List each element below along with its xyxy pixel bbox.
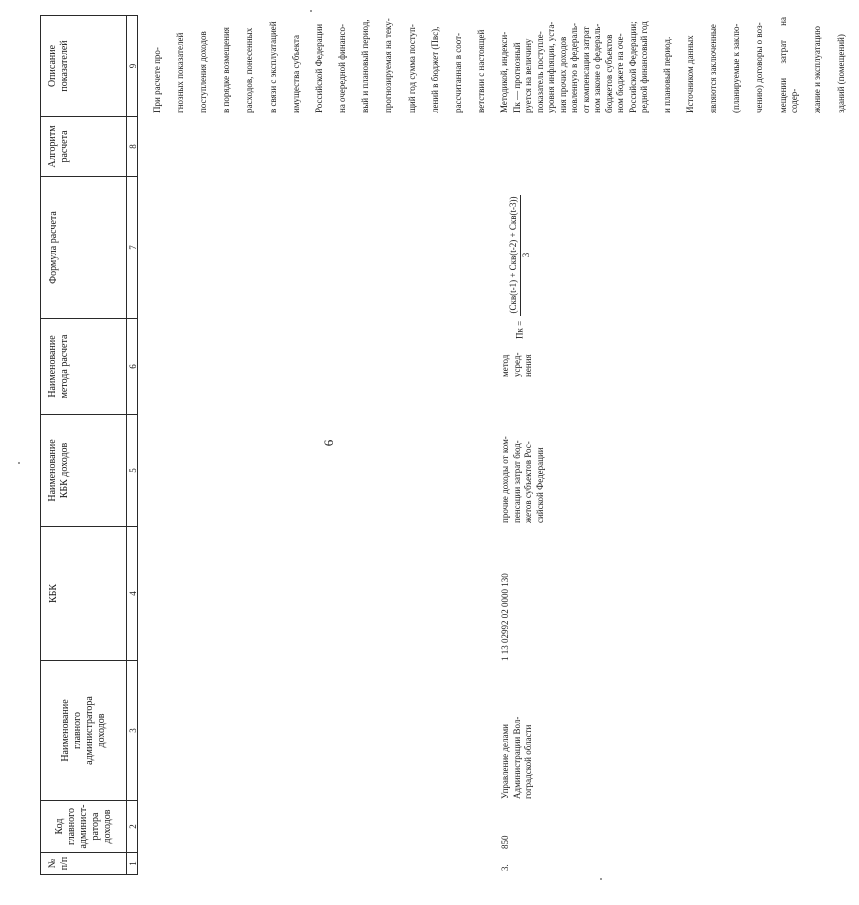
description-line: щий год сумма поступ- xyxy=(406,24,417,113)
description-line: (планируемые к заклю- xyxy=(731,23,742,113)
row3-kbk: 1 13 02992 02 0000 130 xyxy=(500,573,510,661)
formula-lhs: Пк = xyxy=(514,320,525,339)
header-kbk: КБК xyxy=(48,583,59,604)
scan-speck xyxy=(18,462,20,464)
description-line: ветствии с настоящей xyxy=(476,29,487,113)
description-line: от компенсации затрат xyxy=(581,26,592,113)
column-number: 1 xyxy=(128,861,138,866)
header-method-name: Наименование метода расчета xyxy=(47,334,70,399)
description-line: ном законе о федераль- xyxy=(592,23,603,113)
header-description: Описание показателей xyxy=(47,40,70,92)
header-formula: Формула расчета xyxy=(48,211,59,284)
scan-speck xyxy=(310,10,312,12)
description-line: расходов, понесенных xyxy=(244,27,255,113)
description-line: и плановый период. xyxy=(661,36,672,113)
description-line: имущества субъекта xyxy=(290,34,301,113)
description-line: чению) договоры о воз- xyxy=(754,22,765,113)
description-line: показатель поступле- xyxy=(534,31,545,113)
header-algorithm: Алгоритм расчета xyxy=(47,125,70,168)
description-line: рассчитанная в соот- xyxy=(453,32,464,113)
description-line: прогнозируемая на теку- xyxy=(383,18,394,113)
header-admin-name: Наименование главного администратора доходов xyxy=(60,696,107,765)
description-line: гнозных показателей xyxy=(174,32,185,113)
description-line: Источником данных xyxy=(684,35,695,113)
description-line: лений в бюджет (Пвс), xyxy=(429,26,440,113)
column-number: 7 xyxy=(128,245,138,250)
row3-kbk-name: прочие доходы от ком- пенсации затрат бюд- жетов субъектов Рос- сийской Федерации xyxy=(500,436,545,523)
description-line: в порядке возмещения xyxy=(221,27,232,113)
description-line: редной финансовый год xyxy=(638,21,649,113)
header-kbk-name: Наименование КБК доходов xyxy=(47,439,70,502)
description-line: вый и плановый период, xyxy=(360,19,371,113)
description-line: При расчете про- xyxy=(151,47,162,113)
row3-admin-code: 850 xyxy=(500,835,510,849)
description-line: ния прочих доходов xyxy=(557,36,568,113)
description-line: Методикой, индекси- xyxy=(499,31,510,113)
column-number: 8 xyxy=(128,144,138,149)
description-line: уровня инфляции, уста- xyxy=(545,21,556,113)
description-line: на очередной финансо- xyxy=(337,24,348,113)
row3-number: 3. xyxy=(500,864,510,871)
page-number: 6 xyxy=(321,439,336,447)
description-line: мещении затрат на содер- xyxy=(777,17,800,113)
row3-admin-name: Управление делами Администрации Вол- гоградской области xyxy=(500,716,534,799)
description-line: Пк — прогнозный xyxy=(511,42,522,113)
table-top-border xyxy=(40,15,41,875)
rotated-table xyxy=(40,15,846,875)
header-bottom-line xyxy=(126,15,127,875)
column-number: 9 xyxy=(128,63,138,69)
header-admin-code: Код главного админист- ратора доходов xyxy=(54,804,113,849)
description-line: поступления доходов xyxy=(197,31,208,113)
description-line: руется на величину xyxy=(522,38,533,113)
column-number: 5 xyxy=(128,468,138,473)
description-line: новленную в федераль- xyxy=(568,23,579,113)
description-line: являются заключенные xyxy=(708,24,719,113)
description-line: Российской Федерации; xyxy=(627,21,638,113)
formula-numerator: (Скв(t-1) + Скв(t-2) + Скв(t-3)) xyxy=(508,195,521,316)
description-line: бюджетов субъектов xyxy=(604,34,615,113)
formula-denominator: 3 xyxy=(521,252,531,258)
scan-speck xyxy=(600,878,602,880)
description-line: ном бюджете на оче- xyxy=(615,33,626,113)
description-line: зданий (помещений) xyxy=(835,34,846,113)
row3-method: метод усред- нения xyxy=(500,352,534,377)
row3-description xyxy=(500,17,651,113)
column-number: 6 xyxy=(128,364,138,369)
description-line: в связи с эксплуатацией xyxy=(267,21,278,113)
column-number: 3 xyxy=(128,728,138,733)
description-line: жание и эксплуатацию xyxy=(812,25,823,113)
row3-formula xyxy=(508,195,532,339)
column-number: 4 xyxy=(128,591,138,596)
left-border xyxy=(40,874,138,875)
column-number: 2 xyxy=(128,824,138,829)
description-line: Российской Федерации xyxy=(313,23,324,113)
header-number: № п/п xyxy=(47,856,70,871)
